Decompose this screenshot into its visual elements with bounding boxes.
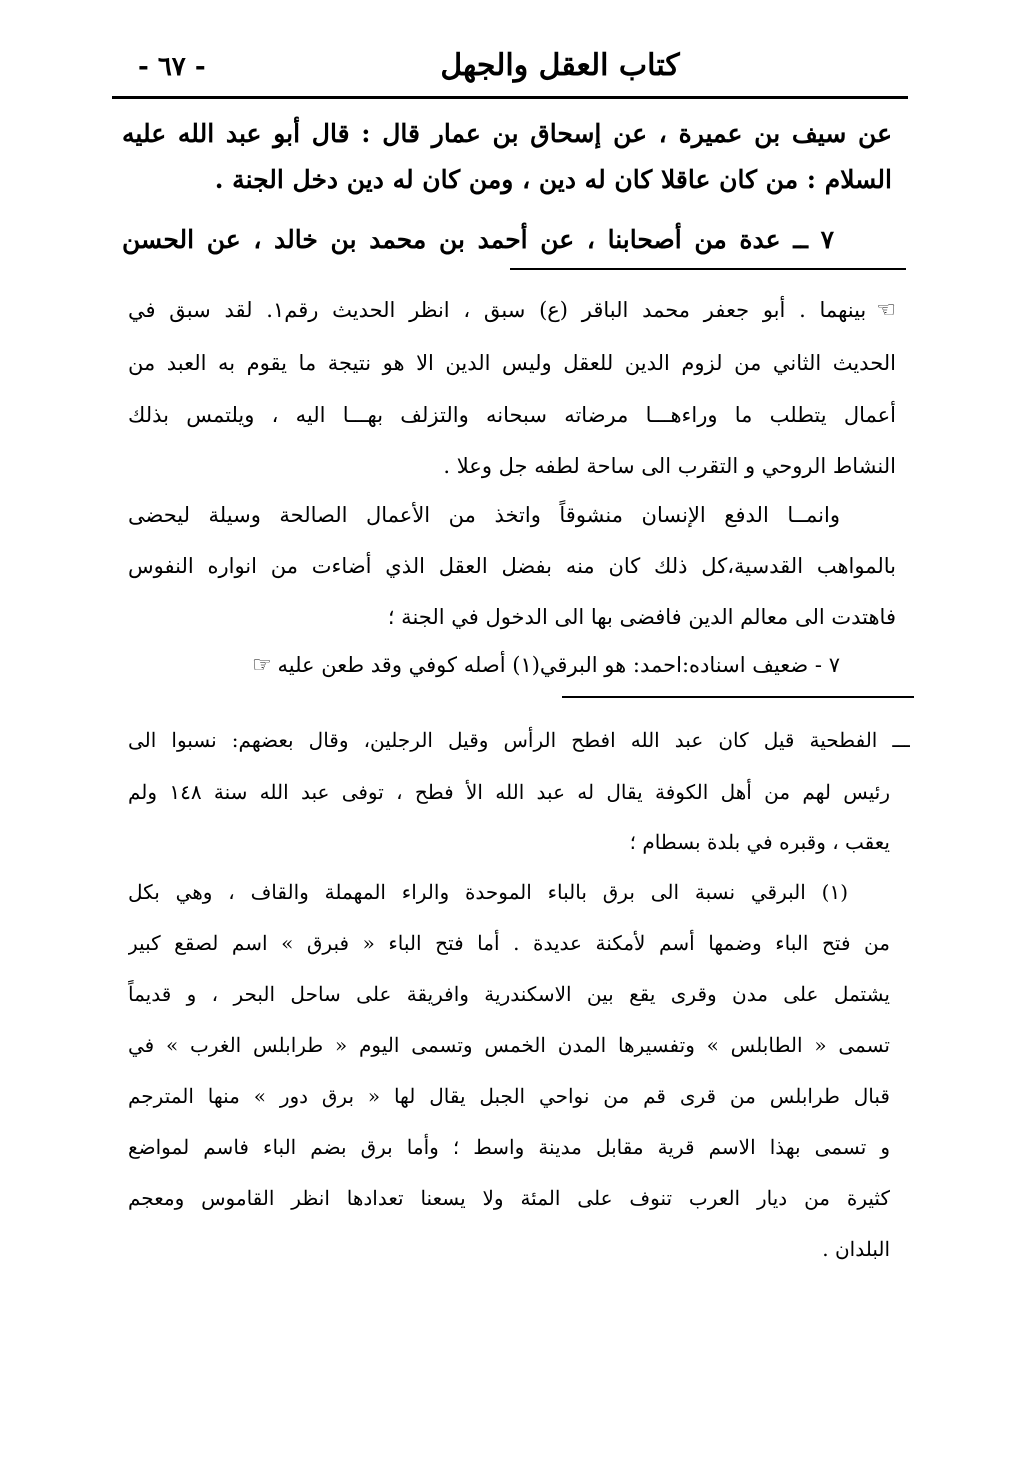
commentary-line: ☜ بينهما . أبو جعفر محمد الباقر (ع) سبق ، انظر الحديث رقم١. لقد سبق في bbox=[128, 297, 896, 323]
hadith-rule bbox=[510, 268, 906, 270]
page-title: كتاب العقل والجهل bbox=[440, 48, 680, 83]
page-number: - ٦٧ - bbox=[138, 52, 206, 82]
commentary-line: أعمال يتطلب ما وراءهـــا مرضاته سبحانه والتزلف بهـــا اليه ، ويلتمس بذلك bbox=[128, 403, 896, 427]
hadith-line: ٧ ــ عدة من أصحابنا ، عن أحمد بن محمد بن خالد ، عن الحسن bbox=[122, 225, 834, 254]
footnote-line: قبال طرابلس من قرى قم من نواحي الجبل يقال لها « برق دور » منها المترجم bbox=[128, 1084, 890, 1108]
hadith-line: عن سيف بن عميرة ، عن إسحاق بن عمار قال : قال أبو عبد الله عليه bbox=[122, 119, 892, 148]
footnote-line: رئيس لهم من أهل الكوفة يقال له عبد الله الأ فطح ، توفى عبد الله سنة ١٤٨ ولم bbox=[128, 780, 890, 804]
footnote-line: تسمى « الطابلس » وتفسيرها المدن الخمس وتسمى اليوم « طرابلس الغرب » في bbox=[128, 1033, 890, 1057]
hadith-line: السلام : من كان عاقلا كان له دين ، ومن كان له دين دخل الجنة . bbox=[214, 165, 892, 194]
footnote-line: و تسمى بهذا الاسم قرية مقابل مدينة واسط ؛ وأما برق بضم الباء فاسم لمواضع bbox=[128, 1135, 890, 1159]
commentary-line: بالمواهب القدسية،كل ذلك كان منه بفضل العقل الذي أضاءت من انواره النفوس bbox=[128, 554, 896, 578]
commentary-rule bbox=[562, 696, 914, 698]
footnote-line: ـــ الفطحية قيل كان عبد الله افطح الرأس وقيل الرجلين، وقال بعضهم: نسبوا الى bbox=[128, 728, 910, 752]
footnote-line: يعقب ، وقبره في بلدة بسطام ؛ bbox=[629, 830, 890, 854]
footnote-line: كثيرة من ديار العرب تنوف على المئة ولا يسعنا تعدادها انظر القاموس ومعجم bbox=[128, 1186, 890, 1210]
commentary-line: فاهتدت الى معالم الدين فافضى بها الى الدخول في الجنة ؛ bbox=[387, 605, 896, 629]
footnote-line: (١) البرقي نسبة الى برق بالباء الموحدة والراء المهملة والقاف ، وهي بكل bbox=[128, 880, 848, 904]
footnote-line: من فتح الباء وضمها أسم لأمكنة عديدة . أما فتح الباء « فبرق » اسم لصقع كبير bbox=[128, 931, 890, 955]
header-rule bbox=[112, 96, 908, 99]
pointing-hand-icon: ☜ bbox=[251, 652, 272, 678]
commentary-line: وانمــا الدفع الإنسان منشوقاً واتخذ من الأعمال الصالحة وسيلة ليحضى bbox=[128, 503, 840, 527]
pointing-hand-icon: ☜ bbox=[876, 297, 896, 323]
footnote-line: البلدان . bbox=[822, 1237, 890, 1261]
commentary-line: الحديث الثاني من لزوم الدين للعقل وليس الدين الا هو نتيجة ما يقوم به العبد من bbox=[128, 351, 896, 375]
commentary-line: ٧ - ضعيف اسناده:احمد: هو البرقي(١) أصله كوفي وقد طعن عليه ☜ bbox=[251, 652, 840, 678]
footnote-line: يشتمل على مدن وقرى يقع بين الاسكندرية وافريقة على ساحل البحر ، و قديماً bbox=[128, 982, 890, 1006]
commentary-line: النشاط الروحي و التقرب الى ساحة لطفه جل وعلا . bbox=[443, 454, 896, 478]
